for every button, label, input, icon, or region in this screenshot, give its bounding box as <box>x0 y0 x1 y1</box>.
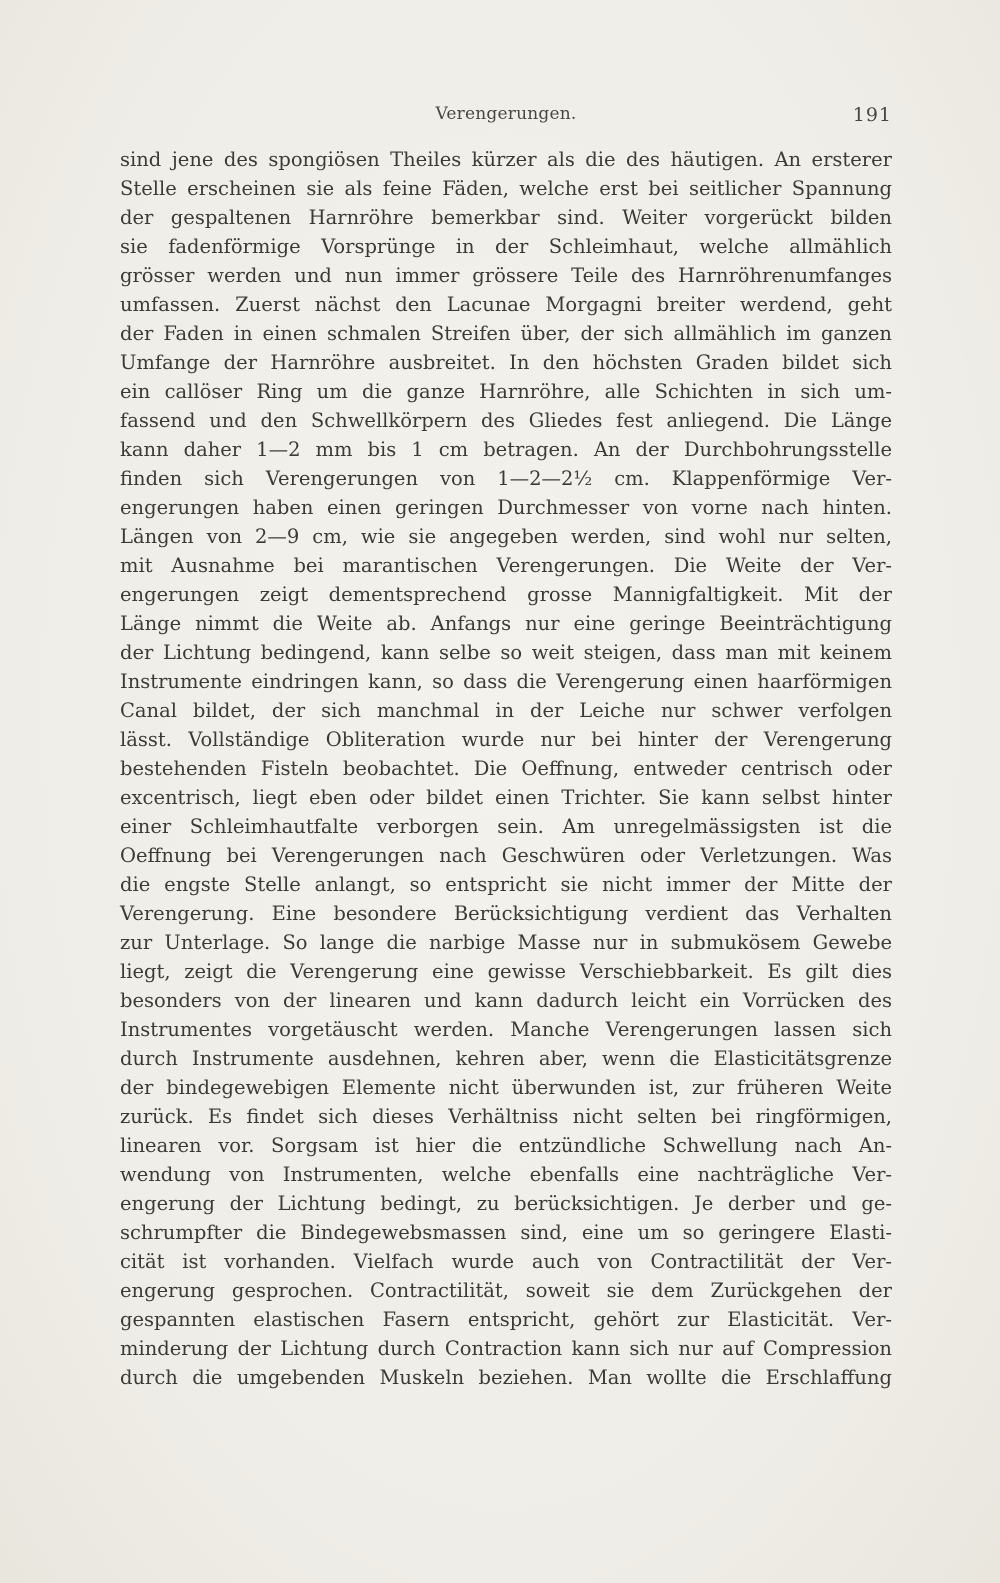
text-line: Instrumentes vorgetäuscht werden. Manche Verengerungen lassen sich <box>120 1018 892 1041</box>
text-line: einer Schleimhautfalte verborgen sein. Am unregelmässigsten ist die <box>120 815 892 838</box>
text-line: durch die umgebenden Muskeln beziehen. Man wollte die Erschlaffung <box>120 1366 892 1389</box>
text-line: Verengerung. Eine besondere Berücksichtigung verdient das Verhalten <box>120 902 892 925</box>
text-line: fassend und den Schwellkörpern des Gliedes fest anliegend. Die Länge <box>120 409 892 432</box>
text-line: Canal bildet, der sich manchmal in der Leiche nur schwer verfolgen <box>120 699 892 722</box>
text-line: engerung der Lichtung bedingt, zu berücksichtigen. Je derber und ge- <box>120 1192 892 1215</box>
text-line: wendung von Instrumenten, welche ebenfalls eine nachträgliche Ver- <box>120 1163 892 1186</box>
text-line: Instrumente eindringen kann, so dass die Verengerung einen haarförmigen <box>120 670 892 693</box>
text-line: engerungen haben einen geringen Durchmesser von vorne nach hinten. <box>120 496 892 519</box>
text-line: finden sich Verengerungen von 1—2—2½ cm. Klappenförmige Ver- <box>120 467 892 490</box>
text-line: Stelle erscheinen sie als feine Fäden, welche erst bei seitlicher Spannung <box>120 177 892 200</box>
text-line: Länge nimmt die Weite ab. Anfangs nur eine geringe Beeinträchtigung <box>120 612 892 635</box>
text-line: bestehenden Fisteln beobachtet. Die Oeffnung, entweder centrisch oder <box>120 757 892 780</box>
text-line: sind jene des spongiösen Theiles kürzer als die des häutigen. An ersterer <box>120 148 892 171</box>
text-line: linearen vor. Sorgsam ist hier die entzündliche Schwellung nach An- <box>120 1134 892 1157</box>
text-line: excentrisch, liegt eben oder bildet einen Trichter. Sie kann selbst hinter <box>120 786 892 809</box>
text-line: Umfange der Harnröhre ausbreitet. In den höchsten Graden bildet sich <box>120 351 892 374</box>
text-line: minderung der Lichtung durch Contraction kann sich nur auf Compression <box>120 1337 892 1360</box>
text-line: mit Ausnahme bei marantischen Verengerungen. Die Weite der Ver- <box>120 554 892 577</box>
text-line: liegt, zeigt die Verengerung eine gewisse Verschiebbarkeit. Es gilt dies <box>120 960 892 983</box>
text-line: der Lichtung bedingend, kann selbe so weit steigen, dass man mit keinem <box>120 641 892 664</box>
running-head <box>120 104 892 132</box>
text-line: zur Unterlage. So lange die narbige Masse nur in submukösem Gewebe <box>120 931 892 954</box>
text-line: gespannten elastischen Fasern entspricht, gehört zur Elasticität. Ver- <box>120 1308 892 1331</box>
body-text <box>120 145 892 1392</box>
text-line: cität ist vorhanden. Vielfach wurde auch von Contractilität der Ver- <box>120 1250 892 1273</box>
text-line: sie fadenförmige Vorsprünge in der Schleimhaut, welche allmählich <box>120 235 892 258</box>
page-number: 191 <box>852 104 892 126</box>
text-line: der gespaltenen Harnröhre bemerkbar sind. Weiter vorgerückt bilden <box>120 206 892 229</box>
text-line: ein callöser Ring um die ganze Harnröhre, alle Schichten in sich um- <box>120 380 892 403</box>
text-line: lässt. Vollständige Obliteration wurde nur bei hinter der Verengerung <box>120 728 892 751</box>
running-title: Verengerungen. <box>435 104 577 124</box>
text-line: schrumpfter die Bindegewebsmassen sind, eine um so geringere Elasti- <box>120 1221 892 1244</box>
text-line: kann daher 1—2 mm bis 1 cm betragen. An der Durchbohrungsstelle <box>120 438 892 461</box>
text-line: der Faden in einen schmalen Streifen über, der sich allmählich im ganzen <box>120 322 892 345</box>
text-line: der bindegewebigen Elemente nicht überwunden ist, zur früheren Weite <box>120 1076 892 1099</box>
text-line: umfassen. Zuerst nächst den Lacunae Morgagni breiter werdend, geht <box>120 293 892 316</box>
text-line: Oeffnung bei Verengerungen nach Geschwüren oder Verletzungen. Was <box>120 844 892 867</box>
text-line: engerung gesprochen. Contractilität, soweit sie dem Zurückgehen der <box>120 1279 892 1302</box>
text-line: Längen von 2—9 cm, wie sie angegeben werden, sind wohl nur selten, <box>120 525 892 548</box>
text-line: durch Instrumente ausdehnen, kehren aber, wenn die Elasticitätsgrenze <box>120 1047 892 1070</box>
text-line: zurück. Es findet sich dieses Verhältniss nicht selten bei ringförmigen, <box>120 1105 892 1128</box>
text-line: die engste Stelle anlangt, so entspricht sie nicht immer der Mitte der <box>120 873 892 896</box>
text-line: besonders von der linearen und kann dadurch leicht ein Vorrücken des <box>120 989 892 1012</box>
text-line: engerungen zeigt dementsprechend grosse Mannigfaltigkeit. Mit der <box>120 583 892 606</box>
text-line: grösser werden und nun immer grössere Teile des Harnröhrenumfanges <box>120 264 892 287</box>
